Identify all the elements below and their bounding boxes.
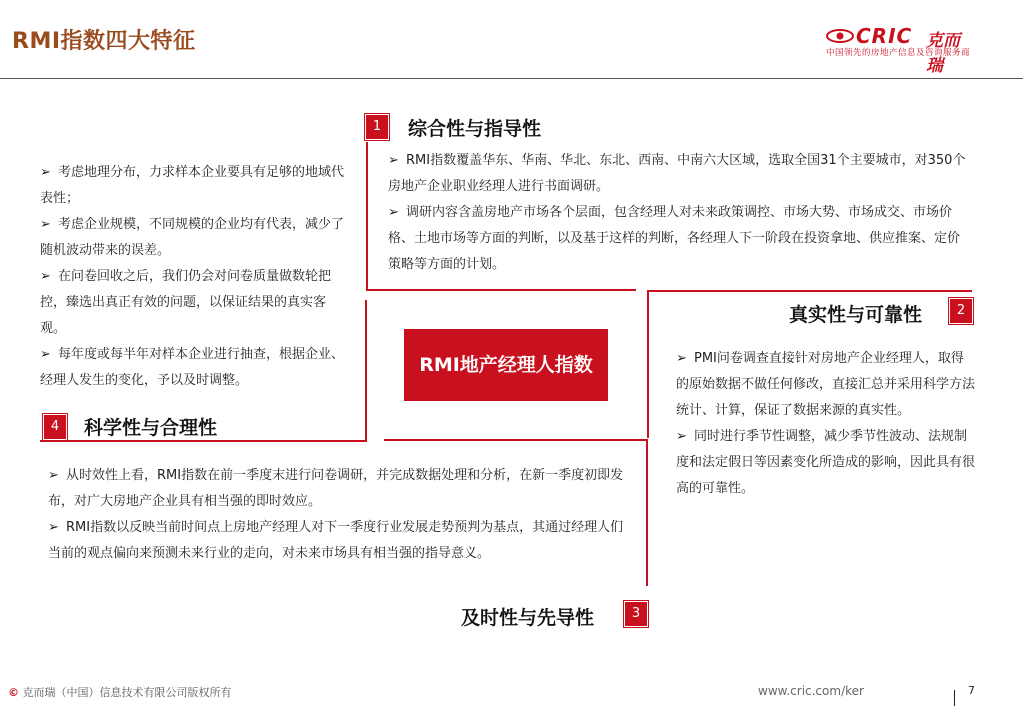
section-3-item: ➢ 从时效性上看，RMI指数在前一季度末进行问卷调研，并完成数据处理和分析，在新一季度初即发布，对广大房地产企业具有相当强的即时效应。 [48,463,633,515]
footer-copyright: © 克而瑞（中国）信息技术有限公司版权所有 [8,686,232,699]
bullet-arrow-icon: ➢ [676,351,687,366]
page-title: RMI指数四大特征 [12,29,196,54]
logo-mark: CRIC [856,24,913,48]
connector-line [40,440,367,442]
bullet-arrow-icon: ➢ [40,165,51,180]
section-2-badge: 2 [949,298,973,324]
section-1-item: ➢ RMI指数覆盖华东、华南、华北、东北、西南、中南六大区域，选取全国31个主要城市，对350个房地产企业职业经理人进行书面调研。 [388,148,968,200]
section-2-item: ➢ PMI问卷调查直接针对房地产企业经理人，取得的原始数据不做任何修改，直接汇总并采用科学方法统计、计算，保证了数据来源的真实性。 [676,346,976,424]
bullet-arrow-icon: ➢ [40,217,51,232]
section-4-text [40,160,345,394]
section-1-text [388,148,968,278]
section-4-badge: 4 [43,414,67,440]
footer-url[interactable]: www.cric.com/ker [758,684,864,698]
section-4-item: ➢ 考虑企业规模，不同规模的企业均有代表，减少了随机波动带来的误差。 [40,212,345,264]
connector-line [647,290,649,438]
connector-line [646,439,648,586]
section-3-text [48,463,633,567]
section-3-badge: 3 [624,601,648,627]
section-4-item: ➢ 考虑地理分布，力求样本企业要具有足够的地域代表性； [40,160,345,212]
section-1-item: ➢ 调研内容含盖房地产市场各个层面，包含经理人对未来政策调控、市场大势、市场成交、市场价格、土地市场等方面的判断，以及基于这样的判断，各经理人下一阶段在投资拿地、供应推案、定价策略等方面的计划。 [388,200,968,278]
bullet-arrow-icon: ➢ [388,205,399,220]
logo-cn: 克而瑞 [926,31,960,76]
bullet-arrow-icon: ➢ [48,520,59,535]
copyright-icon: © [8,686,19,699]
section-1-badge: 1 [365,114,389,140]
section-4-title: 科学性与合理性 [84,417,218,439]
header-divider [0,78,1023,79]
eye-logo-icon [826,28,854,44]
section-2-text [676,346,976,502]
footer-divider [954,690,955,706]
connector-line [384,439,648,441]
section-2-item: ➢ 同时进行季节性调整，减少季节性波动、法规制度和法定假日等因素变化所造成的影响，因此具有很高的可靠性。 [676,424,976,502]
connector-line [366,142,368,290]
bullet-arrow-icon: ➢ [388,153,399,168]
section-4-item: ➢ 在问卷回收之后，我们仍会对问卷质量做数轮把控，臻选出真正有效的问题，以保证结果的真实客观。 [40,264,345,342]
bullet-arrow-icon: ➢ [40,269,51,284]
logo-tagline: 中国领先的房地产信息及咨询服务商 [826,48,971,58]
cric-logo [826,24,976,76]
page-number: 7 [968,684,975,697]
center-label: RMI地产经理人指数 [404,329,608,401]
bullet-arrow-icon: ➢ [48,468,59,483]
section-3-title: 及时性与先导性 [461,607,595,629]
bullet-arrow-icon: ➢ [676,429,687,444]
section-1-title: 综合性与指导性 [408,118,542,140]
bullet-arrow-icon: ➢ [40,347,51,362]
connector-line [648,290,972,292]
section-3-item: ➢ RMI指数以反映当前时间点上房地产经理人对下一季度行业发展走势预判为基点，其通过经理人们当前的观点偏向来预测未来行业的走向，对未来市场具有相当强的指导意义。 [48,515,633,567]
section-2-title: 真实性与可靠性 [789,304,923,326]
section-4-item: ➢ 每年度或每半年对样本企业进行抽查，根据企业、经理人发生的变化，予以及时调整。 [40,342,345,394]
connector-line [366,289,636,291]
connector-line [365,300,367,441]
